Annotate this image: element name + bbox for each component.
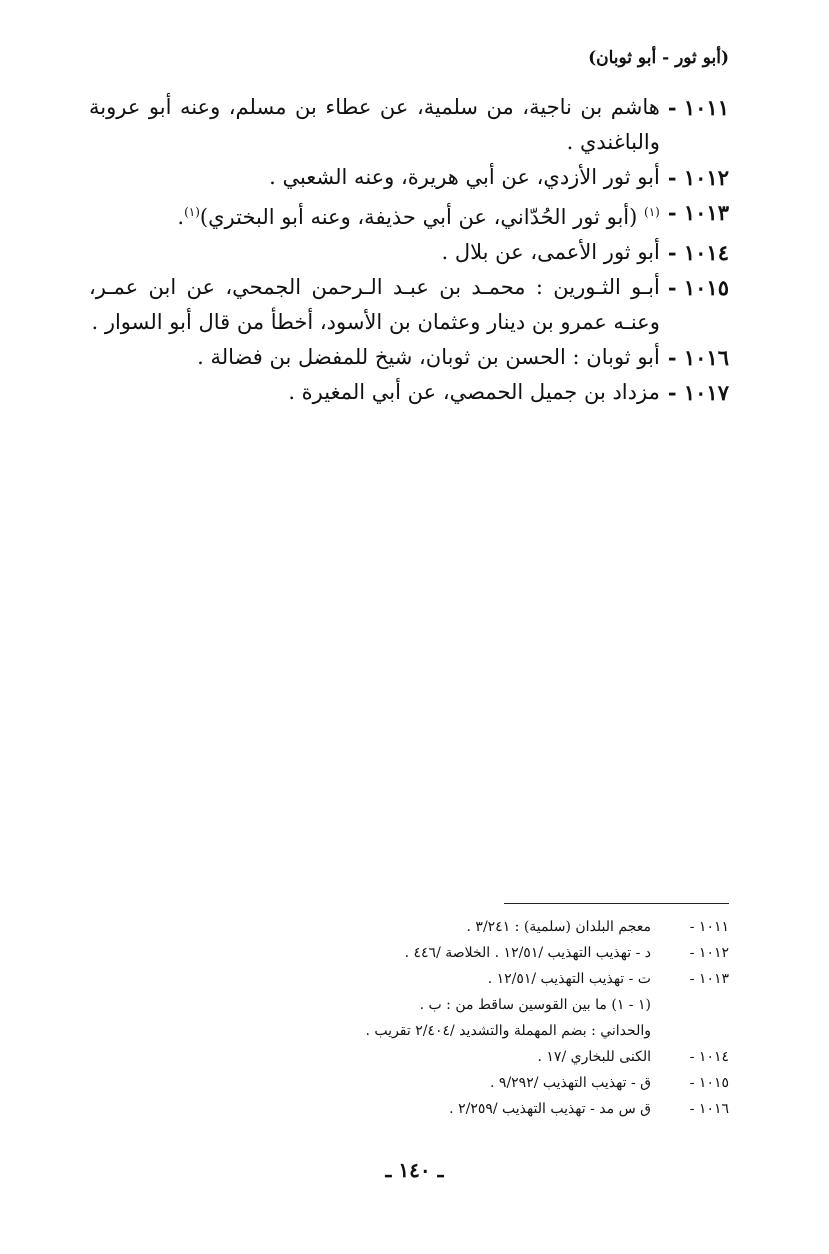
footnote-marker-start: (١) — [644, 205, 660, 219]
footnote-text: ت - تهذيب التهذيب /١٢/٥١ . — [487, 971, 651, 987]
entry-text: أبو ثور الأزدي، عن أبي هريرة، وعنه الشعبي . — [269, 165, 660, 189]
footnote-text: ق س مد - تهذيب التهذيب /٢/٢٥٩ . — [449, 1101, 651, 1117]
entry-text: (أبو ثور الحُدّاني، عن أبي حذيفة، وعنه أبو البختري) — [199, 205, 638, 229]
footnote-text: معجم البلدان (سلمية) : ٣/٢٤١ . — [466, 919, 651, 935]
page-number: ـ ١٤٠ ـ — [385, 1158, 444, 1182]
entry-text: مزداد بن جميل الحمصي، عن أبي المغيرة . — [288, 380, 660, 404]
entry-number: ١٠١١ - — [667, 95, 729, 120]
entry-number: ١٠١٥ - — [667, 275, 729, 300]
footnote-number — [651, 992, 729, 1018]
footnote-separator — [504, 903, 729, 904]
footnote-text: ق - تهذيب التهذيب /٩/٢٩٢ . — [490, 1075, 651, 1091]
entry-text-tail: . — [177, 205, 185, 229]
footnote-number: ١٠١٥ - — [689, 1075, 729, 1091]
entry-text: أبو ثوبان : الحسن بن ثوبان، شيخ للمفضل بن فضالة . — [197, 345, 660, 369]
footnote-1016 — [89, 1096, 729, 1122]
entry-number: ١٠١٣ - — [667, 200, 729, 225]
footnote-1013 — [89, 966, 729, 992]
footnote-1014 — [89, 1044, 729, 1070]
entry-text: أبو ثور الأعمى، عن بلال . — [441, 240, 660, 264]
entry-1011 — [89, 90, 729, 160]
footnote-number: ١٠١٤ - — [689, 1049, 729, 1065]
footnote-number — [651, 1018, 729, 1044]
running-head: (أبو ثور - أبو ثوبان) — [588, 48, 729, 68]
entry-number: ١٠١٤ - — [667, 240, 729, 265]
footnote-number: ١٠١١ - — [689, 919, 729, 935]
entry-text-with-notes — [89, 195, 660, 235]
entry-1014 — [89, 235, 729, 270]
footnote-text: (١ - ١) ما بين القوسين ساقط من : ب . — [419, 997, 651, 1013]
entry-number: ١٠١٢ - — [667, 165, 729, 190]
entries-list — [89, 90, 729, 410]
footnote-text: والحداني : بضم المهملة والتشديد /٢/٤٠٤ تقريب . — [365, 1023, 651, 1039]
entry-1012 — [89, 160, 729, 195]
footnote-text: الكنى للبخاري /١٧ . — [537, 1049, 651, 1065]
entry-1017 — [89, 375, 729, 410]
footnote-number: ١٠١٦ - — [689, 1101, 729, 1117]
footnote-1013-gloss — [89, 1018, 729, 1044]
entry-text: هاشم بن ناجية، من سلمية، عن عطاء بن مسلم، وعنه أبو عروبة والباغندي . — [89, 95, 660, 154]
entry-number: ١٠١٧ - — [667, 380, 729, 405]
entry-number: ١٠١٦ - — [667, 345, 729, 370]
footnote-text: د - تهذيب التهذيب /١٢/٥١ . الخلاصة /٤٤٦ . — [404, 945, 651, 961]
footnote-1011 — [89, 914, 729, 940]
entry-text: أبـو الثـورين : محمـد بن عبـد الـرحمن الجمحي، عن ابن عمـر، وعنـه عمرو بن دينار وعثمان بن الأسود، أخطأ من قال أبو السوار . — [89, 275, 660, 334]
entry-1013 — [89, 195, 729, 235]
entry-1015 — [89, 270, 729, 340]
footnote-number: ١٠١٣ - — [689, 971, 729, 987]
footnote-1012 — [89, 940, 729, 966]
footnote-marker-end: (١) — [184, 205, 200, 219]
footnote-1013-note — [89, 992, 729, 1018]
entry-1016 — [89, 340, 729, 375]
footnote-number: ١٠١٢ - — [689, 945, 729, 961]
footnote-1015 — [89, 1070, 729, 1096]
footnotes-list — [89, 914, 729, 1122]
